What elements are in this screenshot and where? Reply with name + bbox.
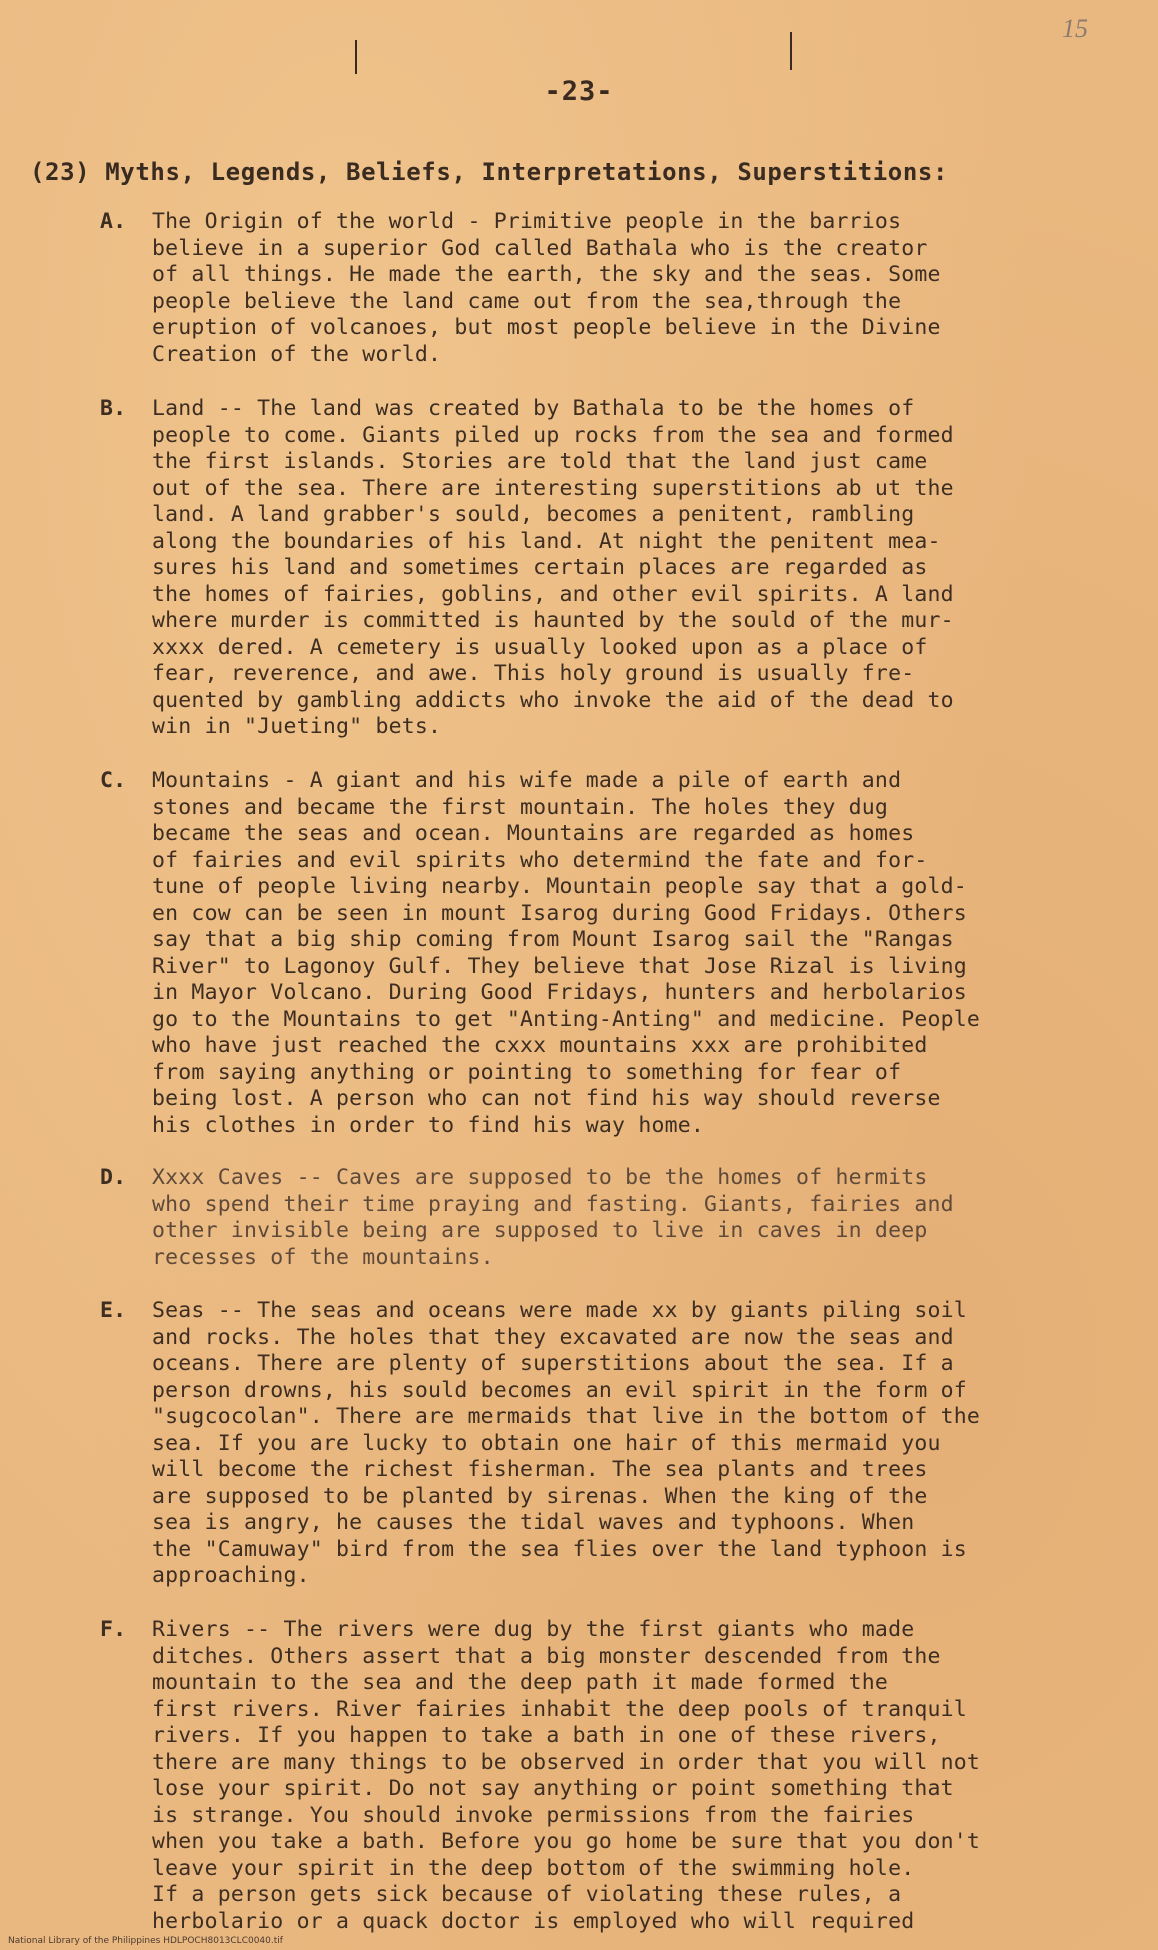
text-line: when you take a bath. Before you go home be sure that you don't: [152, 1829, 981, 1854]
section-label: B.: [100, 396, 127, 421]
text-line: herbolario or a quack doctor is employed who will required: [152, 1908, 915, 1934]
text-line: "sugcocolan". There are mermaids that live in the bottom of the: [152, 1404, 981, 1429]
text-line: mountain to the sea and the deep path it made formed the: [152, 1670, 889, 1695]
text-line: are supposed to be planted by sirenas. When the king of the: [152, 1483, 928, 1509]
text-line: there are many things to be observed in order that you will not: [152, 1749, 981, 1775]
text-line: sea. If you are lucky to obtain one hair of this mermaid you: [152, 1430, 941, 1456]
text-line: of all things. He made the earth, the sky and the seas. Some: [152, 262, 941, 287]
text-line: recesses of the mountains.: [152, 1244, 494, 1270]
text-line: Mountains - A giant and his wife made a pile of earth and: [152, 768, 902, 793]
section-heading: (23) Myths, Legends, Beliefs, Interpretations, Superstitions:: [30, 158, 949, 186]
text-line: en cow can be seen in mount Isarog during Good Fridays. Others: [152, 900, 967, 926]
text-line: Creation of the world.: [152, 341, 442, 367]
text-line: Seas -- The seas and oceans were made xx by giants piling soil: [152, 1298, 967, 1323]
text-line: the homes of fairies, goblins, and other evil spirits. A land: [152, 581, 954, 607]
section-seas: [100, 1298, 1110, 1590]
text-line: tune of people living nearby. Mountain people say that a gold-: [152, 874, 967, 899]
text-line: ditches. Others assert that a big monster descended from the: [152, 1643, 941, 1669]
text-line: rivers. If you happen to take a bath in one of these rivers,: [152, 1723, 941, 1748]
text-line: first rivers. River fairies inhabit the deep pools of tranquil: [152, 1696, 967, 1722]
text-line: and rocks. The holes that they excavated are now the seas and: [152, 1324, 954, 1350]
text-line: believe in a superior God called Bathala who is the creator: [152, 235, 928, 261]
section-label: A.: [100, 209, 127, 234]
handwritten-annotation: 15: [1062, 14, 1088, 43]
text-line: approaching.: [152, 1563, 310, 1588]
text-line: xxxx dered. A cemetery is usually looked upon as a place of: [152, 634, 928, 660]
section-label: F.: [100, 1617, 127, 1642]
text-line: sures his land and sometimes certain places are regarded as: [152, 555, 928, 580]
section-label: D.: [100, 1165, 127, 1190]
text-line: people to come. Giants piled up rocks from the sea and formed: [152, 422, 954, 448]
section-label: E.: [100, 1298, 127, 1323]
section-origin-of-world: [100, 209, 1110, 368]
text-line: who have just reached the cxxx mountains xxx are prohibited: [152, 1033, 928, 1058]
text-line: other invisible being are supposed to live in caves in deep: [152, 1218, 928, 1243]
text-line: go to the Mountains to get "Anting-Anting" and medicine. People: [152, 1006, 981, 1032]
section-label: C.: [100, 768, 127, 793]
text-line: who spend their time praying and fasting. Giants, fairies and: [152, 1191, 954, 1217]
text-line: leave your spirit in the deep bottom of the swimming hole.: [152, 1855, 915, 1881]
text-line: along the boundaries of his land. At night the penitent mea-: [152, 528, 941, 554]
section-land: [100, 396, 1110, 741]
section-rivers: [100, 1617, 1110, 1935]
archive-footer: National Library of the Philippines HDLPOCH8013CLC0040.tif: [8, 1936, 283, 1946]
text-line: The Origin of the world - Primitive people in the barrios: [152, 209, 902, 234]
text-line: Xxxx Caves -- Caves are supposed to be the homes of hermits: [152, 1165, 928, 1190]
text-line: quented by gambling addicts who invoke the aid of the dead to: [152, 687, 954, 713]
text-line: fear, reverence, and awe. This holy ground is usually fre-: [152, 661, 915, 686]
text-line: say that a big ship coming from Mount Isarog sail the "Rangas: [152, 927, 954, 952]
text-line: in Mayor Volcano. During Good Fridays, hunters and herbolarios: [152, 980, 967, 1005]
text-line: River" to Lagonoy Gulf. They believe that Jose Rizal is living: [152, 953, 967, 979]
text-line: from saying anything or pointing to something for fear of: [152, 1059, 902, 1085]
text-line: person drowns, his sould becomes an evil spirit in the form of: [152, 1377, 967, 1403]
paper-mark: [790, 32, 792, 70]
text-line: Land -- The land was created by Bathala to be the homes of: [152, 396, 915, 421]
text-line: lose your spirit. Do not say anything or point something that: [152, 1776, 954, 1801]
text-line: will become the richest fisherman. The sea plants and trees: [152, 1457, 928, 1482]
text-line: the first islands. Stories are told that the land just came: [152, 449, 928, 474]
text-line: sea is angry, he causes the tidal waves and typhoons. When: [152, 1510, 915, 1535]
text-line: being lost. A person who can not find his way should reverse: [152, 1086, 941, 1111]
text-line: Rivers -- The rivers were dug by the first giants who made: [152, 1617, 915, 1642]
page-number: -23-: [544, 76, 614, 107]
paper-mark: [355, 40, 357, 74]
text-line: is strange. You should invoke permissions from the fairies: [152, 1802, 915, 1828]
text-line: land. A land grabber's sould, becomes a penitent, rambling: [152, 502, 915, 527]
section-mountains: [100, 768, 1110, 1139]
text-line: the "Camuway" bird from the sea flies over the land typhoon is: [152, 1536, 967, 1562]
section-caves: [100, 1165, 1110, 1271]
text-line: of fairies and evil spirits who determind the fate and for-: [152, 847, 928, 873]
text-line: his clothes in order to find his way home.: [152, 1112, 705, 1138]
text-line: stones and became the first mountain. The holes they dug: [152, 794, 889, 820]
text-line: became the seas and ocean. Mountains are regarded as homes: [152, 821, 915, 846]
text-line: oceans. There are plenty of superstitions about the sea. If a: [152, 1351, 954, 1376]
text-line: where murder is committed is haunted by the sould of the mur-: [152, 608, 954, 633]
text-line: win in "Jueting" bets.: [152, 714, 442, 739]
text-line: people believe the land came out from the sea,through the: [152, 288, 902, 314]
text-line: out of the sea. There are interesting superstitions ab ut the: [152, 475, 954, 501]
text-line: eruption of volcanoes, but most people believe in the Divine: [152, 315, 941, 340]
text-line: If a person gets sick because of violating these rules, a: [152, 1882, 902, 1907]
